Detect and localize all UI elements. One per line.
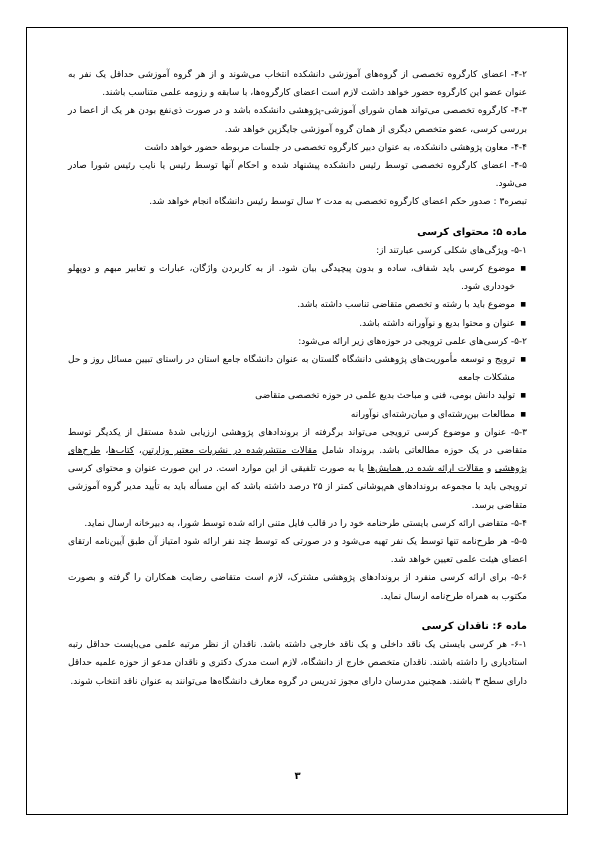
- paragraph-6-1: ۶-۱- هر کرسی بایستی یک ناقد داخلی و یک ناقد خارجی داشته باشد. ناقدان از نظر مرتبه علمی می‌بایست حداقل رتبه استادیاری را داشته باشند. ناقدان متخصص خارج از دانشگاه، لازم است مدرک دکتری و ناقدان مدعو از حوزه علمیه حداقل دارای سطح ۳ باشند. همچنین مدرسان دارای مجوز تدریس در گروه معارف دانشگاه‌ها می‌توانند به عنوان ناقد انتخاب شوند.: [68, 640, 527, 687]
- paragraph-4-5: ۴-۵- اعضای کارگروه تخصصی توسط رئیس دانشکده پیشنهاد شده و احکام آنها توسط رئیس یا نایب رئیس شورا صادر می‌شود.: [68, 161, 527, 190]
- bullet-item: ■ عنوان و محتوا بدیع و نوآورانه داشته باشد.: [68, 315, 515, 333]
- underlined-term: طرح‌های پژوهشی: [68, 446, 527, 475]
- note-3: تبصره۳ : صدور حکم اعضای کارگروه تخصصی به مدت ۲ سال توسط رئیس دانشگاه انجام خواهد شد.: [149, 197, 527, 208]
- paragraph-4-4: ۴-۴- معاون پژوهشی دانشکده، به عنوان دبیر کارگروه تخصصی در جلسات مربوطه حضور خواهد داشت: [144, 142, 527, 153]
- paragraph-4-3: ۴-۳- کارگروه تخصصی می‌تواند همان شورای آموزشی-پژوهشی دانشکده باشد و در صورت ذی‌نفع بودن هر یک از اعضا در بررسی کرسی، عضو متخصص دیگری از همان گروه آموزشی جایگزین خواهد شد.: [68, 106, 527, 135]
- paragraph-5-1: ۵-۱- ویژگی‌های شکلی کرسی عبارتند از:: [376, 245, 527, 256]
- text-run: ۵-۳- عنوان و موضوع کرسی ترویجی می‌تواند برگرفته از برونداد‌های پژوهشی ارزیابی شدۀ مستقل از یکدیگر توسط متقاضی در یک حوزه مطالعاتی باشد. برونداد شامل: [68, 427, 528, 457]
- paragraph-4-2: ۴-۲- اعضای کارگروه تخصصی از گروه‌های آموزشی دانشکده انتخاب می‌شوند و از هر گروه آموزشی حداقل یک نفر به عنوان عضو این کارگروه حضور خواهد داشت لازم است اعضای کارگروه‌ها، با سابقه و رزومه علمی متناسب باشند.: [68, 70, 527, 99]
- document-body: [68, 66, 527, 691]
- text-run: و: [483, 464, 495, 475]
- paragraph-5-3: [68, 424, 527, 515]
- text-run: ،: [100, 446, 109, 457]
- bullet-item: ■ موضوع باید با رشته و تخصص متقاضی تناسب داشته باشد.: [68, 296, 515, 314]
- bullet-item: ■ موضوع کرسی باید شفاف، ساده و بدون پیچیدگی بیان شود. از به کاربردن واژگان، عبارات و تعابیر مبهم و دوپهلو خودداری شود.: [68, 260, 515, 296]
- section-5-heading: ماده ۵: محتوای کرسی: [417, 226, 527, 238]
- underlined-term: مقالات ارائه شده در همایش‌ها: [367, 464, 484, 475]
- bullet-item: ■ ترویج و توسعه مأموریت‌های پژوهشی دانشگاه گلستان به عنوان دانشگاه جامع استان در راستای تبیین مسائل روز و حل مشکلات جامعه: [68, 351, 515, 387]
- bullet-item: ■ تولید دانش بومی، فنی و مباحث بدیع علمی در حوزه تخصصی متقاضی: [68, 387, 515, 405]
- text-run: ،: [134, 446, 142, 457]
- paragraph-5-2: ۵-۲- کرسی‌های علمی ترویجی در حوزه‌های زیر ارائه می‌شود:: [298, 336, 527, 347]
- page-number: ۳: [294, 771, 301, 782]
- text-run: یا به صورت تلفیقی از این موارد است. در این صورت عنوان و محتوای کرسی ترویجی باید با مجموعه بروندادهای هم‌پوشانی کمتر از ۲۵ درصد داشته باشد که این مسأله باید به تأیید مدیر گروه آموزشی متقاضی برسد.: [68, 464, 527, 511]
- bullet-list-5-1: [68, 260, 527, 333]
- paragraph-5-6: ۵-۶- برای ارائه کرسی منفرد از برونداد‌های پژوهشی مشترک، لازم است متقاضی رضایت همکاران را گرفته و بصورت مکتوب به همراه طرح‌نامه ارسال نماید.: [68, 573, 527, 602]
- paragraph-5-4: ۵-۴- متقاضی ارائه کرسی بایستی طرحنامه خود را در قالب فایل متنی ارائه شده توسط شورا، به دبیرخانه ارسال نماید.: [84, 518, 527, 529]
- paragraph-5-5: ۵-۵- هر طرح‌نامه تنها توسط یک نفر تهیه می‌شود و در صورتی که توسط چند نفر ارائه شود امتیاز آن طبق آیین‌نامه ارتقای اعضای هیئت علمی تعیین خواهد شد.: [68, 537, 527, 566]
- section-6-heading: ماده ۶: ناقدان کرسی: [421, 620, 527, 632]
- bullet-list-5-2: [68, 351, 527, 424]
- underlined-term: مقالات منتشرشده در نشریات معتبر وزارتین: [141, 446, 318, 457]
- bullet-item: ■ مطالعات بین‌رشته‌ای و میان‌رشته‌ای نوآورانه: [68, 406, 515, 424]
- underlined-term: کتاب‌ها: [108, 446, 135, 457]
